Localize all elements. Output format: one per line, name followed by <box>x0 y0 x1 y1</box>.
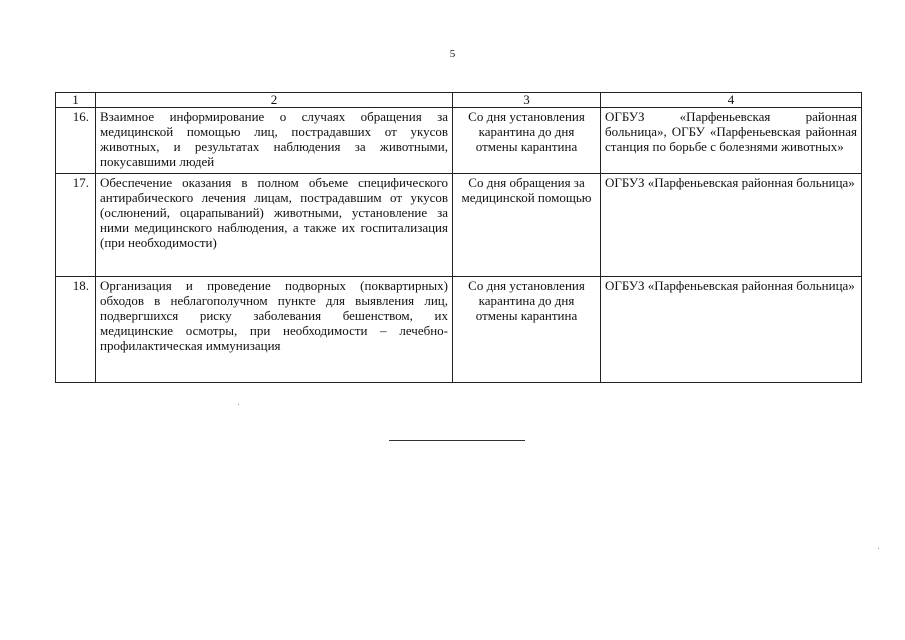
separator-line <box>389 440 525 441</box>
header-col-4: 4 <box>601 93 862 108</box>
row-responsible: ОГБУЗ «Парфеньевская районная больница», ОГБУ «Парфеньевская районная станция по борьбе с болезнями животных» <box>601 108 862 174</box>
row-responsible: ОГБУЗ «Парфеньевская районная больница» <box>601 174 862 277</box>
header-col-3: 3 <box>453 93 601 108</box>
row-action: Взаимное информирование о случаях обращения за медицинской помощью лиц, пострадавших от укусов животных, и результатах наблюдения за животными, покусавшими людей <box>96 108 453 174</box>
header-col-2: 2 <box>96 93 453 108</box>
scan-speck <box>238 404 239 405</box>
row-action: Организация и проведение подворных (поквартирных) обходов в неблагополучном пункте для выявления лиц, подвергшихся риску заболевания бешенством, их медицинские осмотры, при необходимости – лечебно-профилактическая иммунизация <box>96 277 453 383</box>
row-timing: Со дня обращения за медицинской помощью <box>453 174 601 277</box>
scan-speck <box>878 548 879 549</box>
row-timing: Со дня установления карантина до дня отмены карантина <box>453 277 601 383</box>
row-responsible: ОГБУЗ «Парфеньевская районная больница» <box>601 277 862 383</box>
row-number: 18. <box>56 277 96 383</box>
row-timing: Со дня установления карантина до дня отмены карантина <box>453 108 601 174</box>
page-number: 5 <box>449 48 456 60</box>
row-number: 16. <box>56 108 96 174</box>
table-row <box>56 277 862 383</box>
row-action: Обеспечение оказания в полном объеме специфического антирабического лечения лицам, пострадавшим от укусов (ослюнений, оцарапываний) животными, установление за ними медицинского наблюдения, а также их госпитализация (при необходимости) <box>96 174 453 277</box>
table-row <box>56 108 862 174</box>
measures-table <box>55 92 862 383</box>
header-col-1: 1 <box>56 93 96 108</box>
row-number: 17. <box>56 174 96 277</box>
table-row <box>56 174 862 277</box>
table-header-row <box>56 93 862 108</box>
